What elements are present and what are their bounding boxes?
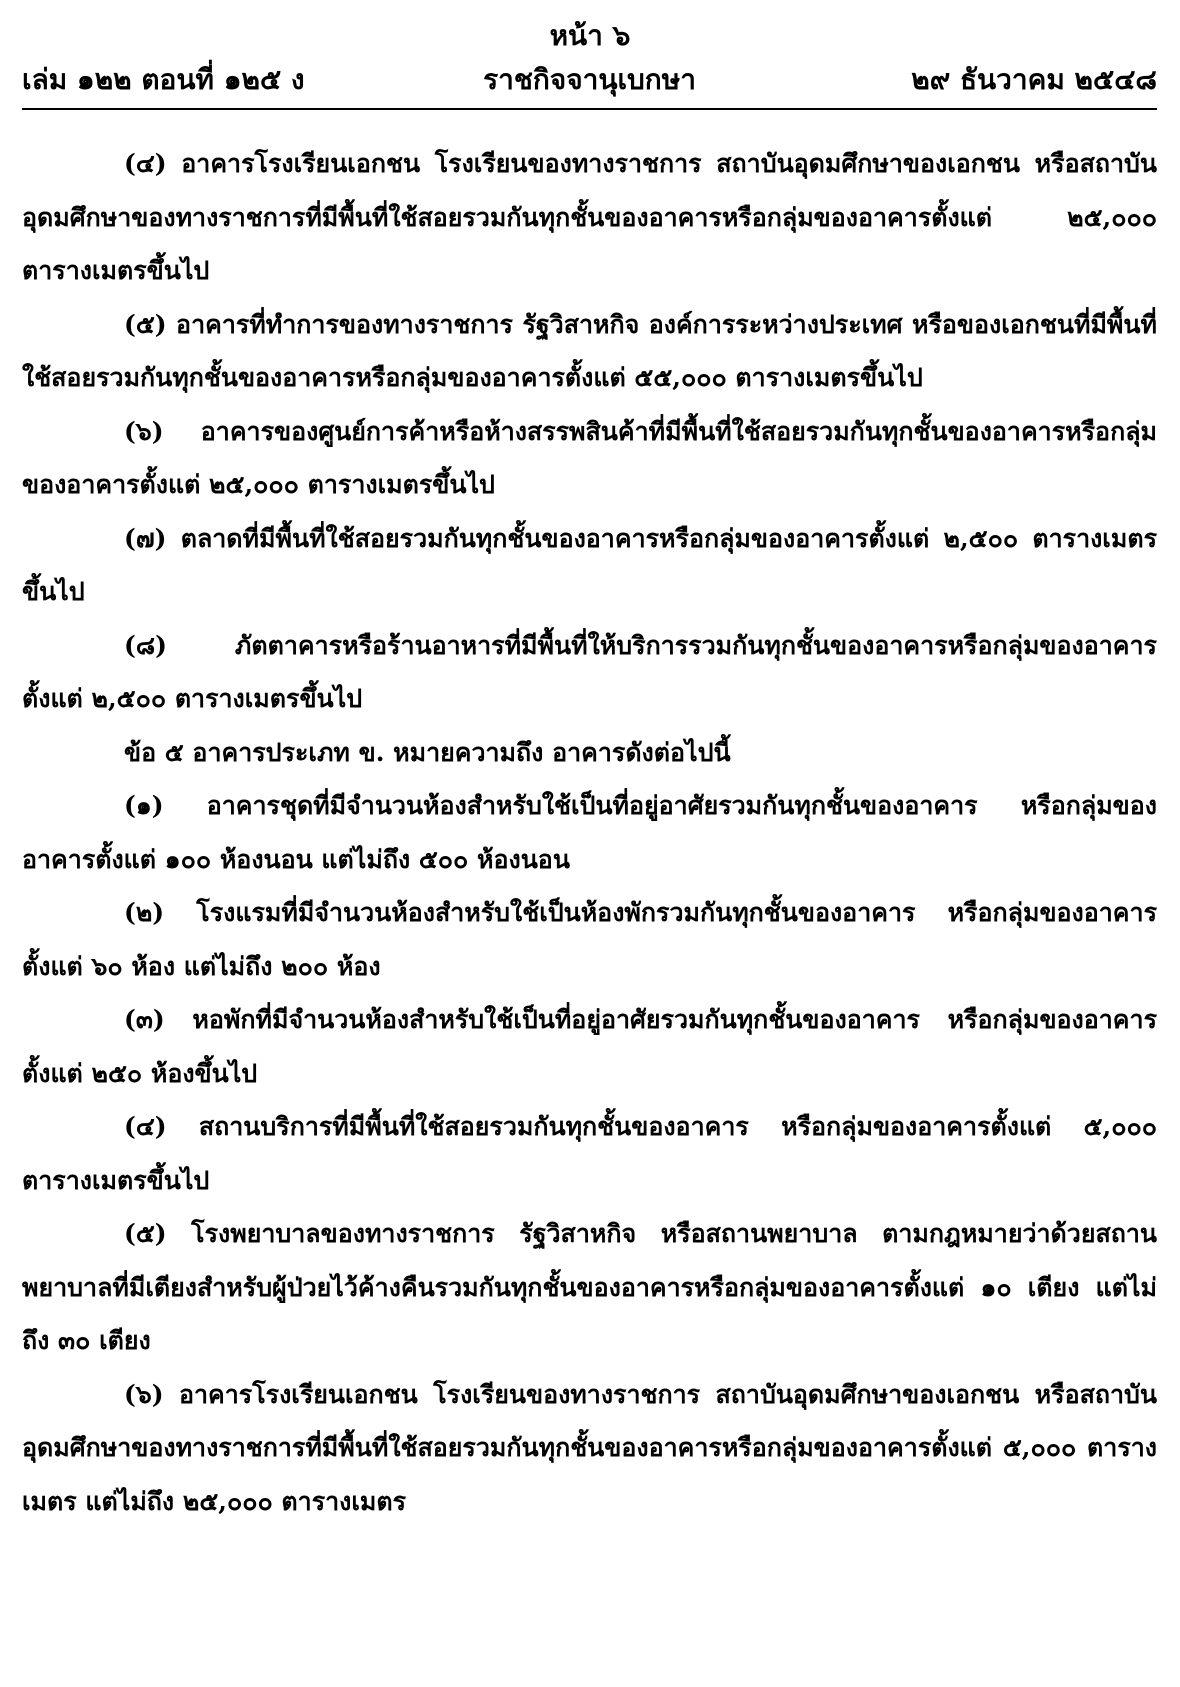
- clause-4-item-7: (๗) ตลาดที่มีพื้นที่ใช้สอยรวมกันทุกชั้นของอาคารหรือกลุ่มของอาคารตั้งแต่ ๒,๕๐๐ ตารางเมตรขึ้นไป: [22, 523, 1157, 606]
- clause-5-item-4: (๔) สถานบริการที่มีพื้นที่ใช้สอยรวมกันทุกชั้นของอาคาร หรือกลุ่มของอาคารตั้งแต่ ๕,๐๐๐ ตารางเมตรขึ้นไป: [22, 1112, 1157, 1195]
- page-number: หน้า ๖: [549, 19, 631, 52]
- clause-5-item-6: (๖) อาคารโรงเรียนเอกชน โรงเรียนของทางราชการ สถาบันอุดมศึกษาของเอกชน หรือสถาบันอุดมศึกษาของทางราชการที่มีพื้นที่ใช้สอยรวมกันทุกชั้นของอาคารหรือกลุ่มของอาคารตั้งแต่ ๕,๐๐๐ ตารางเมตร แต่ไม่ถึง ๒๕,๐๐๐ ตารางเมตร: [22, 1379, 1157, 1516]
- clause-5-item-5: (๕) โรงพยาบาลของทางราชการ รัฐวิสาหกิจ หรือสถานพยาบาล ตามกฎหมายว่าด้วยสถานพยาบาลที่มีเตียงสำหรับผู้ป่วยไว้ค้างคืนรวมกันทุกชั้นของอาคารหรือกลุ่มของอาคารตั้งแต่ ๑๐ เตียง แต่ไม่ถึง ๓๐ เตียง: [22, 1219, 1157, 1355]
- document-header: [22, 58, 1157, 102]
- document-body: [22, 137, 1157, 1528]
- clause-4-item-4: (๔) อาคารโรงเรียนเอกชน โรงเรียนของทางราชการ สถาบันอุดมศึกษาของเอกชน หรือสถาบันอุดมศึกษาของทางราชการที่มีพื้นที่ใช้สอยรวมกันทุกชั้นของอาคารหรือกลุ่มของอาคารตั้งแต่ ๒๕,๐๐๐ ตารางเมตรขึ้นไป: [22, 149, 1157, 285]
- clause-5-item-3: (๓) หอพักที่มีจำนวนห้องสำหรับใช้เป็นที่อยู่อาศัยรวมกันทุกชั้นของอาคาร หรือกลุ่มของอาคารตั้งแต่ ๒๕๐ ห้องขึ้นไป: [22, 1005, 1157, 1088]
- clause-5-item-1: (๑) อาคารชุดที่มีจำนวนห้องสำหรับใช้เป็นที่อยู่อาศัยรวมกันทุกชั้นของอาคาร หรือกลุ่มของอาคารตั้งแต่ ๑๐๐ ห้องนอน แต่ไม่ถึง ๕๐๐ ห้องนอน: [22, 791, 1157, 874]
- clause-4-item-8: (๘) ภัตตาคารหรือร้านอาหารที่มีพื้นที่ให้บริการรวมกันทุกชั้นของอาคารหรือกลุ่มของอาคารตั้งแต่ ๒,๕๐๐ ตารางเมตรขึ้นไป: [22, 630, 1157, 713]
- clause-4-item-6: (๖) อาคารของศูนย์การค้าหรือห้างสรรพสินค้าที่มีพื้นที่ใช้สอยรวมกันทุกชั้นของอาคารหรือกลุ่มของอาคารตั้งแต่ ๒๕,๐๐๐ ตารางเมตรขึ้นไป: [22, 416, 1157, 499]
- volume-issue: เล่ม ๑๒๒ ตอนที่ ๑๒๕ ง: [22, 63, 305, 96]
- clause-5-heading: ข้อ ๕ อาคารประเภท ข. หมายความถึง อาคารดังต่อไปนี้: [124, 737, 731, 767]
- clause-4-item-5: (๕) อาคารที่ทำการของทางราชการ รัฐวิสาหกิจ องค์การระหว่างประเทศ หรือของเอกชนที่มีพื้นที่ใช้สอยรวมกันทุกชั้นของอาคารหรือกลุ่มของอาคารตั้งแต่ ๕๕,๐๐๐ ตารางเมตรขึ้นไป: [22, 309, 1157, 392]
- header-divider: [22, 108, 1157, 110]
- publication-date: ๒๙ ธันวาคม ๒๕๔๘: [911, 63, 1157, 96]
- publication-title: ราชกิจจานุเบกษา: [483, 63, 696, 96]
- clause-5-item-2: (๒) โรงแรมที่มีจำนวนห้องสำหรับใช้เป็นห้องพักรวมกันทุกชั้นของอาคาร หรือกลุ่มของอาคารตั้งแต่ ๖๐ ห้อง แต่ไม่ถึง ๒๐๐ ห้อง: [22, 898, 1157, 981]
